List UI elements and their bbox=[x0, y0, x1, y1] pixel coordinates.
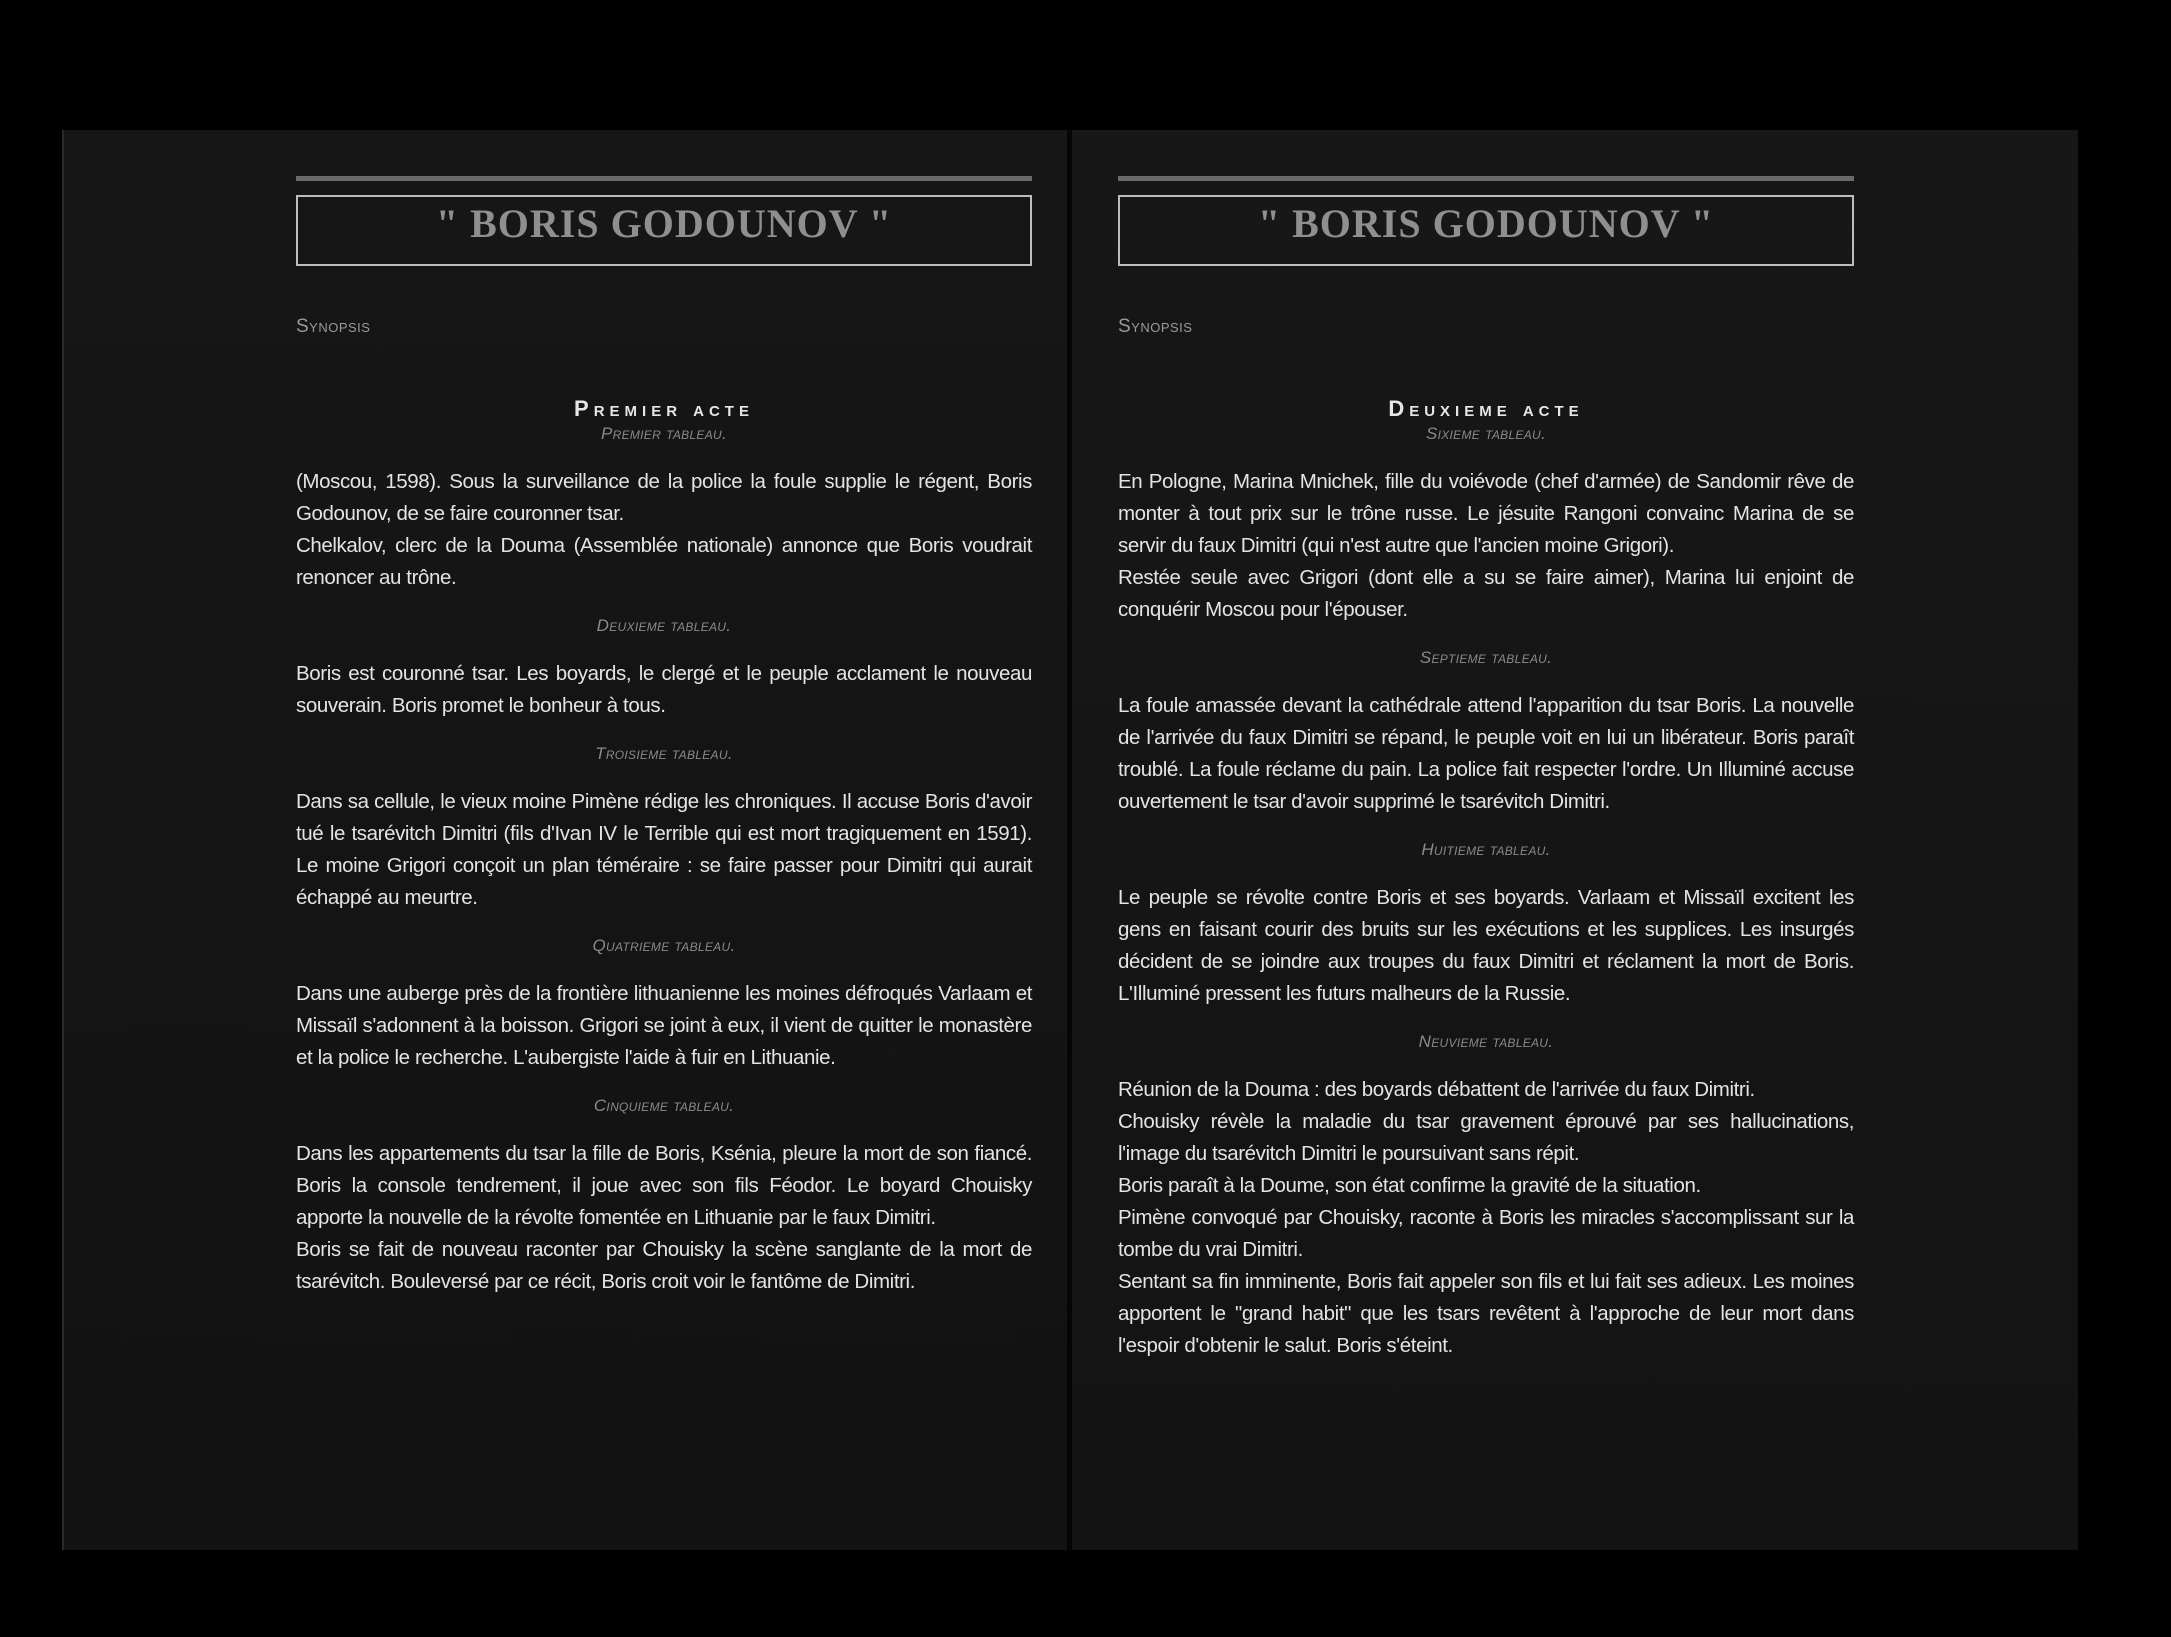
tableau-heading: Septieme tableau. bbox=[1419, 648, 1553, 667]
text-line: Dans sa cellule, le vieux moine Pimène rédige les chroniques. Il accuse Boris d'avoir tué le tsarévitch Dimitri (fils d'Ivan IV le Terrible qui est mort tragiquement en 1591). Le moine Grigori conçoit un plan téméraire : se faire passer pour Dimitri qui aurait échappé au meurtre. bbox=[296, 790, 1032, 909]
tableau-text bbox=[296, 466, 1032, 594]
tableau-heading: Cinquieme tableau. bbox=[593, 1096, 735, 1115]
tableau-text bbox=[1118, 882, 1854, 1010]
text-line: Boris se fait de nouveau raconter par Chouisky la scène sanglante de la mort de tsarévitch. Bouleversé par ce récit, Boris croit voir le fantôme de Dimitri. bbox=[296, 1238, 1032, 1293]
tableau-text bbox=[296, 1138, 1032, 1298]
text-line: Dans une auberge près de la frontière lithuanienne les moines défroqués Varlaam et Missaïl s'adonnent à la boisson. Grigori se joint à eux, il vient de quitter le monastère et la police le recherche. L'aubergiste l'aide à fuir en Lithuanie. bbox=[296, 982, 1032, 1069]
tableau-text bbox=[296, 786, 1032, 914]
act-title: Deuxieme acte bbox=[1388, 396, 1584, 421]
text-line: Sentant sa fin imminente, Boris fait appeler son fils et lui fait ses adieux. Les moines apportent le "grand habit" que les tsars revêtent à l'approche de leur mort dans l'espoir d'obtenir le salut. Boris s'éteint. bbox=[1118, 1270, 1854, 1357]
left-page-content bbox=[296, 176, 1032, 1320]
tableau-text bbox=[296, 978, 1032, 1074]
section-label: Synopsis bbox=[1118, 316, 1193, 337]
text-line: La foule amassée devant la cathédrale attend l'apparition du tsar Boris. La nouvelle de l'arrivée du faux Dimitri se répand, le peuple voit en lui un libérateur. Boris paraît troublé. La foule réclame du pain. La police fait respecter l'ordre. Un Illuminé accuse ouvertement le tsar d'avoir supprimé le tsarévitch Dimitri. bbox=[1118, 694, 1854, 813]
section-label: Synopsis bbox=[296, 316, 371, 337]
text-line: Dans les appartements du tsar la fille de Boris, Ksénia, pleure la mort de son fiancé. Boris la console tendrement, il joue avec son fils Féodor. Le boyard Chouisky apporte la nouvelle de la révolte fomentée en Lithuanie par le faux Dimitri. bbox=[296, 1142, 1032, 1229]
title-box bbox=[1118, 195, 1854, 266]
tableau-text bbox=[1118, 1074, 1854, 1362]
text-line: Boris est couronné tsar. Les boyards, le clergé et le peuple acclament le nouveau souverain. Boris promet le bonheur à tous. bbox=[296, 662, 1032, 717]
title-box bbox=[296, 195, 1032, 266]
tableau-text bbox=[1118, 466, 1854, 626]
tableau-heading: Deuxieme tableau. bbox=[596, 616, 732, 635]
right-page bbox=[1072, 130, 2078, 1550]
text-line: Chouisky révèle la maladie du tsar gravement éprouvé par ses hallucinations, l'image du tsarévitch Dimitri le poursuivant sans répit. bbox=[1118, 1110, 1854, 1165]
tableau-text bbox=[1118, 690, 1854, 818]
text-line: En Pologne, Marina Mnichek, fille du voiévode (chef d'armée) de Sandomir rêve de monter à tout prix sur le trône russe. Le jésuite Rangoni convainc Marina de se servir du faux Dimitri (qui n'est autre que l'ancien moine Grigori). bbox=[1118, 470, 1854, 557]
tableau-heading: Neuvieme tableau. bbox=[1418, 1032, 1554, 1051]
tableau-heading: Huitieme tableau. bbox=[1421, 840, 1551, 859]
tableau-heading: Sixieme tableau. bbox=[1425, 424, 1547, 443]
left-page bbox=[62, 130, 1067, 1550]
text-line: Réunion de la Douma : des boyards débattent de l'arrivée du faux Dimitri. bbox=[1118, 1078, 1755, 1101]
tableau-heading: Troisieme tableau. bbox=[595, 744, 733, 763]
act-title: Premier acte bbox=[574, 396, 754, 421]
header-rule bbox=[1118, 176, 1854, 181]
page-title: " BORIS GODOUNOV " bbox=[1257, 200, 1715, 246]
text-line: Pimène convoqué par Chouisky, raconte à Boris les miracles s'accomplissant sur la tombe du vrai Dimitri. bbox=[1118, 1206, 1854, 1261]
text-line: Le peuple se révolte contre Boris et ses boyards. Varlaam et Missaïl excitent les gens en faisant courir des bruits sur les exécutions et les supplices. Les insurgés décident de se joindre aux troupes du faux Dimitri et réclament la mort de Boris. L'Illuminé pressent les futurs malheurs de la Russie. bbox=[1118, 886, 1854, 1005]
text-line: Chelkalov, clerc de la Douma (Assemblée nationale) annonce que Boris voudrait renoncer au trône. bbox=[296, 534, 1032, 589]
text-line: Boris paraît à la Doume, son état confirme la gravité de la situation. bbox=[1118, 1174, 1701, 1197]
right-page-content bbox=[1118, 176, 1854, 1384]
header-rule bbox=[296, 176, 1032, 181]
tableau-text bbox=[296, 658, 1032, 722]
text-line: Restée seule avec Grigori (dont elle a su se faire aimer), Marina lui enjoint de conquérir Moscou pour l'épouser. bbox=[1118, 566, 1854, 621]
page-title: " BORIS GODOUNOV " bbox=[435, 200, 893, 246]
tableau-heading: Quatrieme tableau. bbox=[592, 936, 736, 955]
text-line: (Moscou, 1598). Sous la surveillance de la police la foule supplie le régent, Boris Godounov, de se faire couronner tsar. bbox=[296, 470, 1032, 525]
tableau-heading: Premier tableau. bbox=[600, 424, 728, 443]
